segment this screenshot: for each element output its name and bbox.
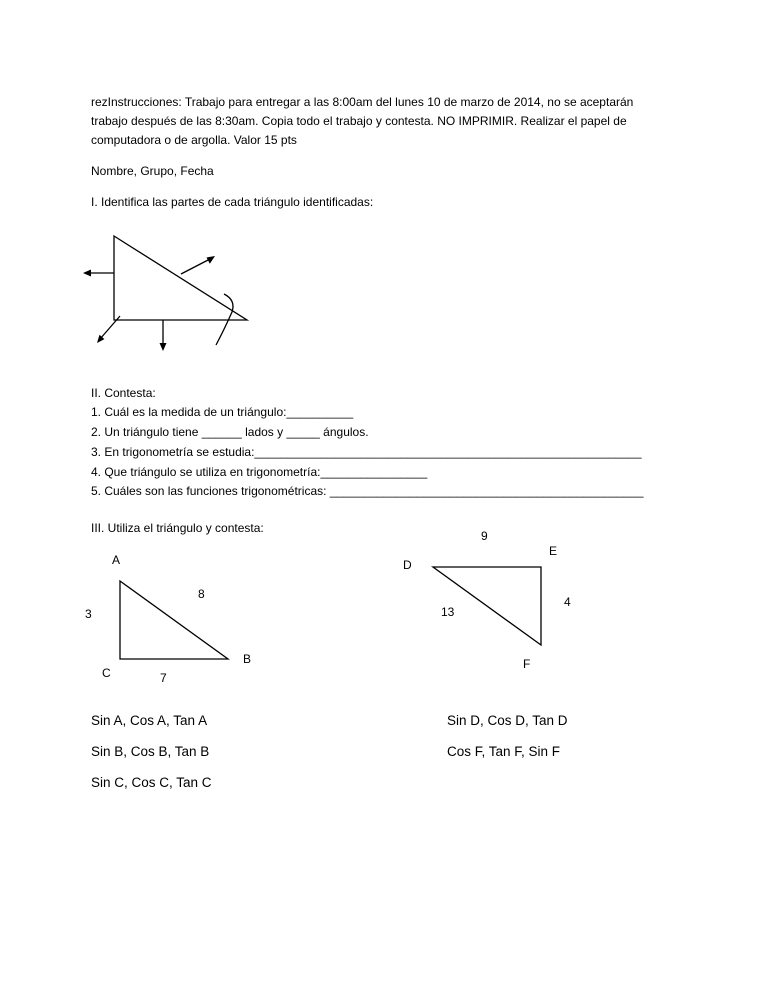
section-1-title: I. Identifica las partes de cada triángulo identificadas: bbox=[91, 195, 374, 209]
vertex-b-label: B bbox=[243, 652, 252, 666]
instructions-line-2: trabajo después de las 8:30am. Copia todo el trabajo y contesta. NO IMPRIMIR. Realizar el papel de bbox=[91, 114, 627, 128]
prompt-angle-f: Cos F, Tan F, Sin F bbox=[447, 744, 561, 759]
vertex-d-label: D bbox=[403, 558, 412, 572]
prompt-angle-a: Sin A, Cos A, Tan A bbox=[91, 713, 208, 728]
section-3-title: III. Utiliza el triángulo y contesta: bbox=[91, 521, 264, 535]
prompt-angle-c: Sin C, Cos C, Tan C bbox=[91, 775, 212, 790]
vertex-f-label: F bbox=[523, 657, 531, 671]
vertex-e-label: E bbox=[549, 544, 558, 558]
question-5: 5. Cuáles son las funciones trigonométricas: _______________________________________________ bbox=[91, 484, 644, 498]
name-group-date: Nombre, Grupo, Fecha bbox=[91, 164, 214, 178]
side-ef-length: 4 bbox=[564, 595, 571, 609]
side-df-length: 13 bbox=[441, 605, 455, 619]
question-3: 3. En trigonometría se estudia:__________________________________________________________ bbox=[91, 445, 642, 459]
question-2: 2. Un triángulo tiene ______ lados y _____ ángulos. bbox=[91, 425, 369, 439]
vertex-c-label: C bbox=[102, 666, 111, 680]
section-2-title: II. Contesta: bbox=[91, 386, 156, 400]
side-ab-length: 8 bbox=[198, 587, 205, 601]
question-4: 4. Que triángulo se utiliza en trigonometría:________________ bbox=[91, 465, 428, 479]
prompt-angle-b: Sin B, Cos B, Tan B bbox=[91, 744, 210, 759]
question-1: 1. Cuál es la medida de un triángulo:__________ bbox=[91, 405, 354, 419]
prompt-angle-d: Sin D, Cos D, Tan D bbox=[447, 713, 568, 728]
instructions-line-1: rezInstrucciones: Trabajo para entregar a las 8:00am del lunes 10 de marzo de 2014, no se aceptarán bbox=[91, 95, 634, 109]
triangle-abc bbox=[120, 581, 228, 659]
vertex-a-label: A bbox=[112, 553, 121, 567]
side-de-length: 9 bbox=[481, 529, 488, 543]
instructions-line-3: computadora o de argolla. Valor 15 pts bbox=[91, 133, 297, 147]
side-cb-length: 7 bbox=[160, 671, 167, 685]
side-ac-length: 3 bbox=[85, 607, 92, 621]
